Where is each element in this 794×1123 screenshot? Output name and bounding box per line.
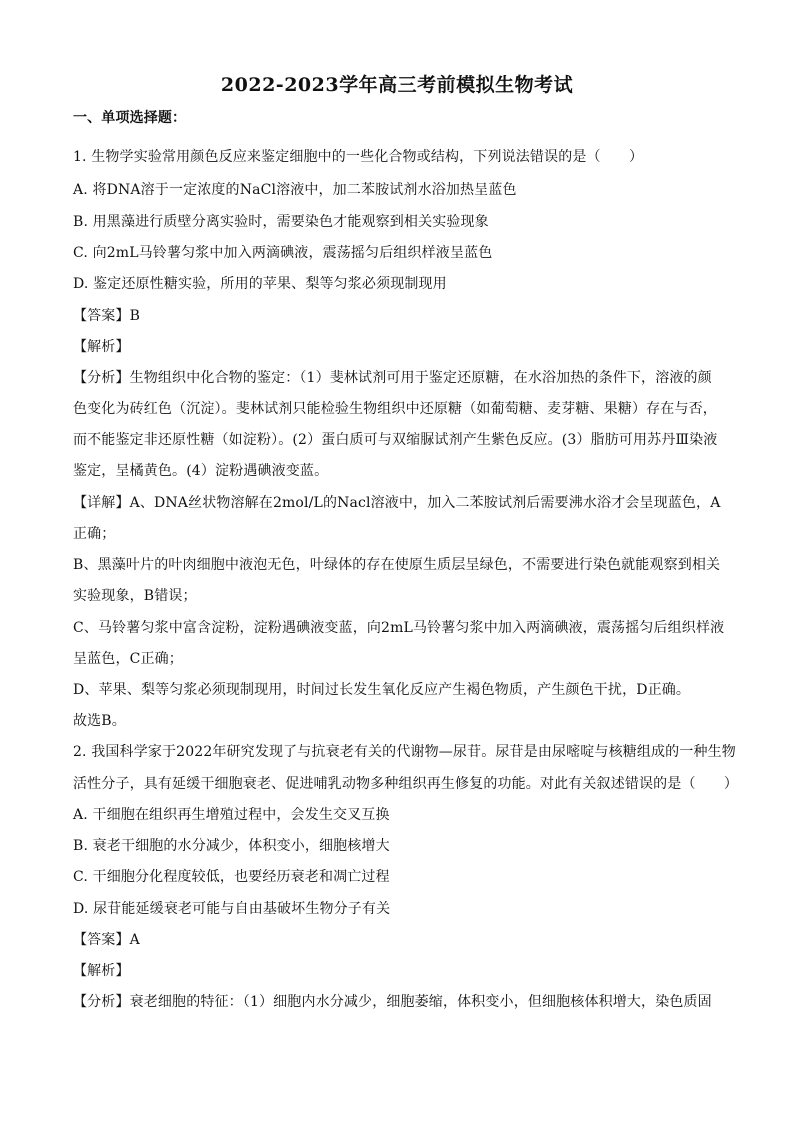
q1-option-c: C. 向2mL马铃薯匀浆中加入两滴碘液，震荡摇匀后组织样液呈蓝色 bbox=[73, 245, 493, 261]
q1-detail-line: 正确； bbox=[73, 526, 116, 542]
exam-title: 2022-2023学年高三考前模拟生物考试 bbox=[220, 74, 574, 96]
q1-analysis-line: 鉴定，呈橘黄色。(4）淀粉遇碘液变蓝。 bbox=[73, 463, 329, 479]
q1-detail-line: D、苹果、梨等匀浆必须现制现用，时间过长发生氧化反应产生褐色物质，产生颜色干扰，D正确。 bbox=[73, 682, 691, 698]
q1-option-b: B. 用黑藻进行质壁分离实验时，需要染色才能观察到相关实验现象 bbox=[73, 214, 489, 230]
q2-option-b: B. 衰老干细胞的水分减少，体积变小，细胞核增大 bbox=[73, 838, 390, 854]
q2-option-c: C. 干细胞分化程度较低，也要经历衰老和凋亡过程 bbox=[73, 869, 390, 885]
question-2-stem: 活性分子，具有延缓干细胞衰老、促进哺乳动物多种组织再生修复的功能。对此有关叙述错误的是（ ） bbox=[73, 776, 739, 792]
question-1-stem: 1. 生物学实验常用颜色反应来鉴定细胞中的一些化合物或结构，下列说法错误的是（ ） bbox=[73, 149, 644, 165]
q1-analysis-line: 而不能鉴定非还原性糖（如淀粉）。(2）蛋白质可与双缩脲试剂产生紫色反应。(3）脂肪可用苏丹Ⅲ染液 bbox=[73, 432, 718, 448]
q1-analysis-line: 【分析】生物组织中化合物的鉴定：（1）斐林试剂可用于鉴定还原糖，在水浴加热的条件下，溶液的颜 bbox=[73, 370, 712, 386]
q1-analysis-label: 【解析】 bbox=[73, 339, 130, 355]
q1-detail-line: 呈蓝色，C正确； bbox=[73, 651, 183, 667]
q1-option-a: A. 将DNA溶于一定浓度的NaCl溶液中，加二苯胺试剂水浴加热呈蓝色 bbox=[73, 182, 517, 198]
q1-analysis-line: 色变化为砖红色（沉淀）。斐林试剂只能检验生物组织中还原糖（如葡萄糖、麦芽糖、果糖）存在与否， bbox=[73, 401, 717, 417]
q1-option-d: D. 鉴定还原性糖实验，所用的苹果、梨等匀浆必须现制现用 bbox=[73, 276, 447, 292]
section-heading: 一、单项选择题： bbox=[73, 110, 187, 126]
q2-option-a: A. 干细胞在组织再生增殖过程中，会发生交叉互换 bbox=[73, 807, 390, 823]
q1-conclusion: 故选B。 bbox=[73, 713, 126, 729]
q1-detail-line: B、黑藻叶片的叶肉细胞中液泡无色，叶绿体的存在使原生质层呈绿色，不需要进行染色就能观察到相关 bbox=[73, 557, 721, 573]
q2-analysis-line: 【分析】衰老细胞的特征：（1）细胞内水分减少，细胞萎缩，体积变小，但细胞核体积增大，染色质固 bbox=[73, 994, 712, 1010]
question-2-stem: 2. 我国科学家于2022年研究发现了与抗衰老有关的代谢物—尿苷。尿苷是由尿嘧啶与核糖组成的一种生物 bbox=[73, 744, 736, 760]
q2-analysis-label: 【解析】 bbox=[73, 963, 130, 979]
q1-detail-line: C、马铃薯匀浆中富含淀粉，淀粉遇碘液变蓝，向2mL马铃薯匀浆中加入两滴碘液，震荡摇匀后组织样液 bbox=[73, 620, 725, 636]
q2-answer: 【答案】A bbox=[73, 932, 140, 948]
q2-option-d: D. 尿苷能延缓衰老可能与自由基破坏生物分子有关 bbox=[73, 901, 391, 917]
q1-detail-line: 实验现象，B错误； bbox=[73, 588, 197, 604]
q1-answer: 【答案】B bbox=[73, 308, 141, 324]
q1-detail-line: 【详解】A、DNA丝状物溶解在2mol/L的Nacl溶液中，加入二苯胺试剂后需要沸水浴才会呈现蓝色，A bbox=[73, 495, 721, 511]
